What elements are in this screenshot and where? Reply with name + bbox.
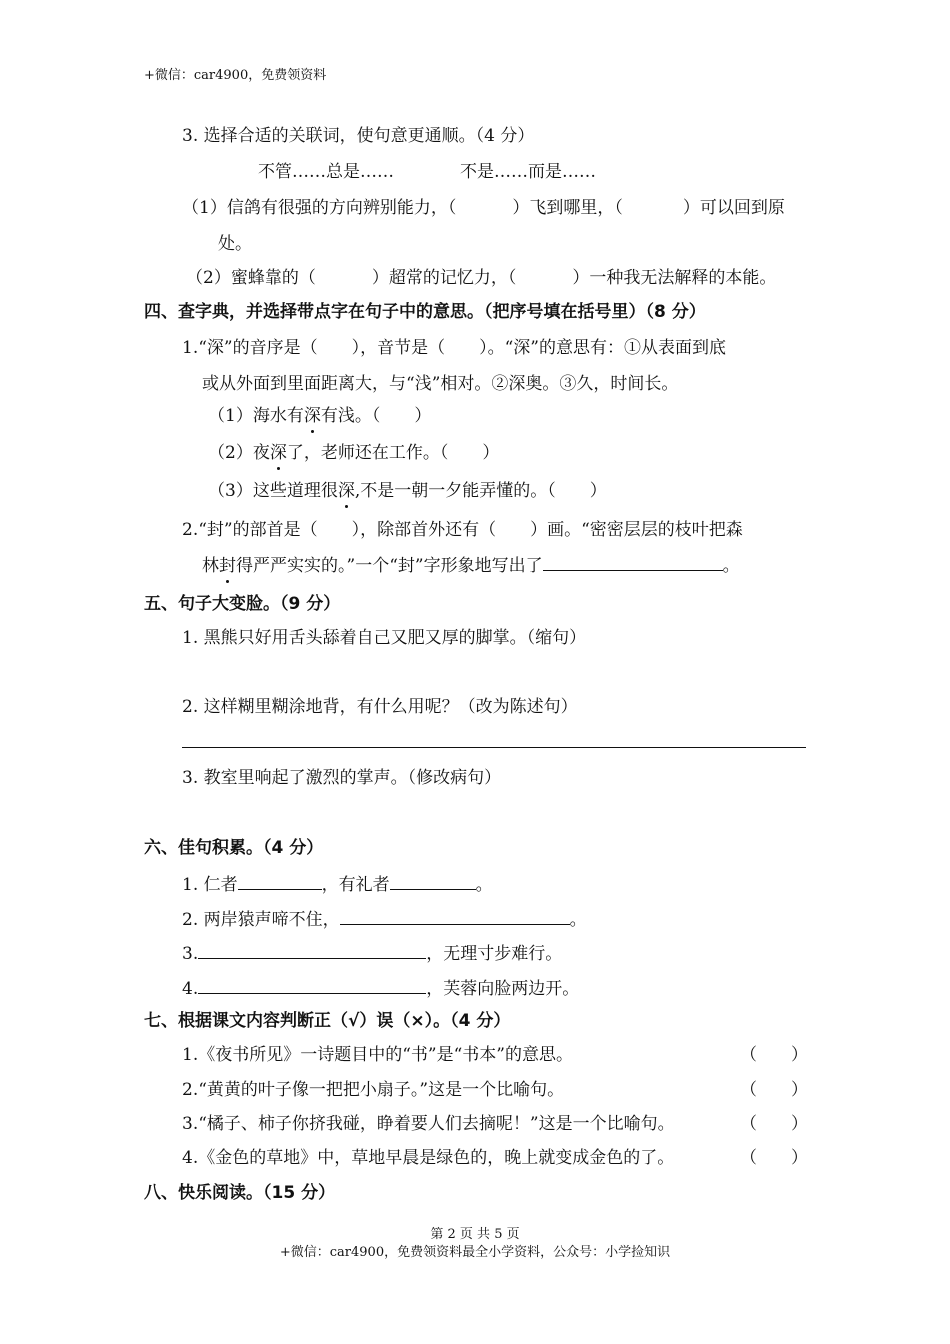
answer-blank[interactable] — [543, 552, 723, 571]
dotted-char: 深 — [269, 443, 287, 463]
sec7-item-1: 1.《夜书所见》一诗题目中的“书”是“书本”的意思。 — [182, 1045, 573, 1065]
sec7-item-4: 4.《金色的草地》中，草地早晨是绿色的，晚上就变成金色的了。 — [182, 1148, 675, 1168]
sec4-q1-line1: 1.“深”的音序是（ ），音节是（ ）。“深”的意思有：①从表面到底 — [182, 338, 726, 358]
judge-paren[interactable]: （ ） — [740, 1080, 808, 1100]
section-8-title: 八、快乐阅读。（15 分） — [144, 1183, 336, 1203]
section-4-title: 四、查字典，并选择带点字在句子中的意思。（把序号填在括号里）（8 分） — [144, 302, 706, 322]
sec4-q1-line2: 或从外面到里面距离大，与“浅”相对。②深奥。③久，时间长。 — [202, 374, 679, 394]
section-7-title: 七、根据课文内容判断正（√）误（×）。（4 分） — [144, 1011, 511, 1031]
dotted-char: 深 — [337, 481, 355, 501]
footer-watermark: +微信：car4900，免费领资料最全小学资料，公众号：小学捡知识 — [279, 1245, 671, 1260]
sec6-q4: 4. ，芙蓉向脸两边开。 — [182, 975, 579, 1001]
answer-blank[interactable] — [198, 975, 426, 994]
q3-sentence-1: （1）信鸽有很强的方向辨别能力，（ ）飞到哪里，（ ）可以回到原 — [182, 198, 785, 218]
answer-blank[interactable] — [238, 871, 322, 890]
sec5-q2: 2. 这样糊里糊涂地背，有什么用呢？（改为陈述句） — [182, 697, 578, 717]
sec4-q1-sentence-3: （3）这些道理很深,不是一朝一夕能弄懂的。（ ） — [208, 481, 607, 501]
sec7-item-3: 3.“橘子、柿子你挤我碰，睁着要人们去摘呢！”这是一个比喻句。 — [182, 1114, 675, 1134]
sec4-q2-line2: 林封得严严实实的。”一个“封”字形象地写出了 。 — [202, 552, 740, 578]
sec6-q1: 1. 仁者 ，有礼者 。 — [182, 871, 493, 897]
answer-blank[interactable] — [198, 940, 426, 959]
sec6-q2: 2. 两岸猿声啼不住， 。 — [182, 906, 587, 932]
answer-blank[interactable] — [340, 906, 570, 925]
answer-line[interactable] — [182, 747, 806, 748]
sec5-q3: 3. 教室里响起了激烈的掌声。（修改病句） — [182, 768, 502, 788]
sec4-q2-line1: 2.“封”的部首是（ ），除部首外还有（ ）画。“密密层层的枝叶把森 — [182, 520, 743, 540]
footer-page-number: 第 2 页 共 5 页 — [430, 1227, 520, 1242]
sec4-q1-sentence-1: （1）海水有深有浅。（ ） — [208, 406, 432, 426]
sec4-q1-sentence-2: （2）夜深了，老师还在工作。（ ） — [208, 443, 500, 463]
answer-blank[interactable] — [390, 871, 476, 890]
q3-option-1: 不管……总是…… — [258, 162, 394, 182]
q3-sentence-1-cont: 处。 — [218, 234, 252, 254]
judge-paren[interactable]: （ ） — [740, 1114, 808, 1134]
section-5-title: 五、句子大变脸。（9 分） — [144, 594, 341, 614]
section-6-title: 六、佳句积累。（4 分） — [144, 838, 324, 858]
dotted-char: 封 — [219, 556, 236, 576]
sec7-item-2: 2.“黄黄的叶子像一把把小扇子。”这是一个比喻句。 — [182, 1080, 565, 1100]
judge-paren[interactable]: （ ） — [740, 1148, 808, 1168]
header-watermark: +微信：car4900，免费领资料 — [144, 68, 327, 83]
sec5-q1: 1. 黑熊只好用舌头舔着自己又肥又厚的脚掌。（缩句） — [182, 628, 587, 648]
judge-paren[interactable]: （ ） — [740, 1045, 808, 1065]
q3-sentence-2: （2）蜜蜂靠的（ ）超常的记忆力，（ ）一种我无法解释的本能。 — [186, 268, 777, 288]
dotted-char: 深 — [303, 406, 321, 426]
q3-option-2: 不是……而是…… — [460, 162, 596, 182]
sec6-q3: 3. ，无理寸步难行。 — [182, 940, 562, 966]
q3-title: 3. 选择合适的关联词，使句意更通顺。（4 分） — [182, 126, 535, 146]
